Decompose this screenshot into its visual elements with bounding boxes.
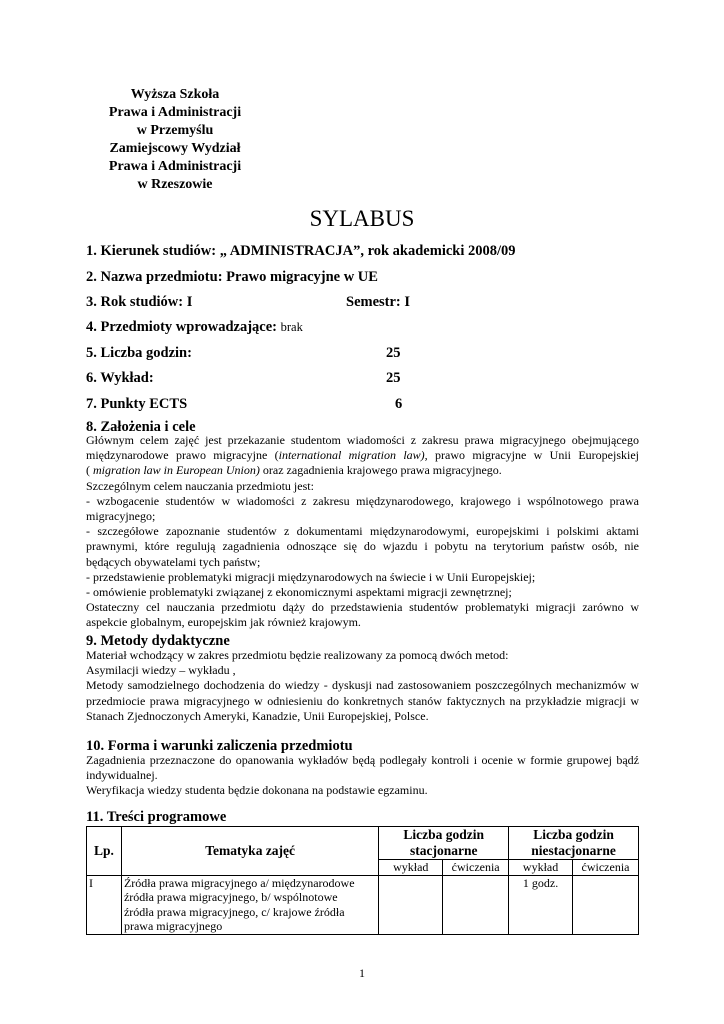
school-line: Prawa i Administracji	[108, 159, 242, 174]
field-nazwa-przedmiotu: 2. Nazwa przedmiotu: Prawo migracyjne w UE	[86, 269, 378, 285]
text-run-italic: migration law in European Union)	[93, 463, 260, 478]
cell-niestac-wyklad: 1 godz.	[509, 875, 573, 934]
field-rok-studiow: 3. Rok studiów: I	[86, 294, 193, 310]
paragraph-line: Asymilacji wiedzy – wykładu ,	[86, 663, 236, 678]
school-line: w Rzeszowie	[137, 177, 213, 192]
header-lp: Lp.	[87, 827, 122, 876]
paragraph-line: - wzbogacenie studentów w wiadomości z zakresu międzynarodowego, krajowego i wspólnotowego prawa	[86, 493, 639, 508]
paragraph-line: - przedstawienie problematyki migracji międzynarodowych na świecie i w Unii Europejskiej;	[86, 569, 536, 584]
field-wyklad-value: 25	[386, 370, 401, 386]
cell-tematyka	[121, 875, 378, 934]
paragraph-line: przedmiocie prawa migracyjnego w odniesieniu do konkretnych stanów faktycznych na przykładzie migracji w	[86, 693, 639, 708]
section-10-body	[86, 753, 639, 799]
paragraph-line: Ostateczny cel nauczania przedmiotu dąży do przedstawienia studentów problematyki migracji zarówno w	[86, 600, 639, 615]
cell-stac-wyklad	[379, 875, 443, 934]
table-row	[87, 875, 639, 934]
school-line: w Przemyślu	[136, 123, 214, 138]
field-semestr: Semestr: I	[346, 294, 411, 310]
paragraph-line: Stanach Zjednoczonych Ameryki, Kanadzie, Unii Europejskiej, Polsce.	[86, 708, 429, 723]
school-line: Prawa i Administracji	[108, 105, 242, 120]
school-line: Zamiejscowy Wydział	[109, 141, 241, 156]
field-kierunek: 1. Kierunek studiów: „ ADMINISTRACJA”, rok akademicki 2008/09	[86, 243, 516, 259]
header-line: Liczba godzin	[403, 827, 485, 842]
field-wyklad-label: 6. Wykład:	[86, 370, 154, 386]
field-liczba-godzin-label: 5. Liczba godzin:	[86, 345, 192, 361]
field-label: 4. Przedmioty wprowadzające:	[86, 319, 277, 335]
header-line: stacjonarne	[409, 843, 478, 858]
cell-line: źródła prawa migracyjnego, b/ wspólnotowe	[123, 890, 338, 904]
text-run: oraz zagadnienia krajowego prawa migracyjnego.	[259, 463, 502, 478]
document-title: SYLABUS	[309, 206, 415, 231]
school-name-block	[90, 86, 260, 194]
section-8-body	[86, 433, 639, 631]
paragraph-line: prawnymi, które regulują zagadnienia odnoszące się do wjazdu i pobytu na terytorium państw osób, nie	[86, 539, 639, 554]
field-przedmioty-wprowadzajace	[86, 318, 303, 336]
field-ects-label: 7. Punkty ECTS	[86, 396, 188, 412]
subheader-wyklad: wykład	[379, 860, 443, 876]
paragraph-line: aspekcie globalnym, europejskim jak również krajowym.	[86, 615, 361, 630]
paragraph-line: Metody samodzielnego dochodzenia do wiedzy - dyskusji nad zastosowaniem poszczególnych mechanizmów w	[86, 678, 639, 693]
cell-line: Źródła prawa migracyjnego a/ międzynarodowe	[123, 875, 355, 890]
header-tematyka: Tematyka zajęć	[121, 827, 378, 876]
cell-line: prawa migracyjnego	[123, 919, 223, 933]
field-liczba-godzin-value: 25	[386, 345, 401, 361]
field-ects-value: 6	[395, 396, 403, 412]
field-value: brak	[280, 320, 303, 334]
cell-line: źródła prawa migracyjnego, c/ krajowe źródła	[123, 904, 345, 919]
header-line: niestacjonarne	[531, 843, 616, 858]
paragraph-line: indywidualnej.	[86, 768, 158, 783]
program-table	[86, 826, 639, 935]
paragraph-line	[86, 448, 639, 463]
paragraph-line: - omówienie problematyki związanej z ekonomicznymi aspektami migracji zewnętrznej;	[86, 585, 512, 600]
text-run: (	[86, 463, 93, 478]
table-header-row	[87, 827, 639, 860]
header-niestacjonarne	[509, 827, 639, 860]
section-9-body	[86, 648, 639, 724]
cell-niestac-cwiczenia	[573, 875, 639, 934]
subheader-cwiczenia: ćwiczenia	[443, 860, 509, 876]
header-line: Liczba godzin	[533, 827, 614, 842]
subheader-wyklad: wykład	[509, 860, 573, 876]
section-8-heading: 8. Założenia i cele	[86, 419, 196, 435]
text-run-italic: international migration law),	[278, 448, 428, 463]
subheader-cwiczenia: ćwiczenia	[573, 860, 639, 876]
text-run: międzynarodowe prawo migracyjne (	[86, 448, 279, 463]
paragraph-line: Weryfikacja wiedzy studenta będzie dokonana na podstawie egzaminu.	[86, 783, 428, 798]
page-number: 1	[359, 966, 365, 980]
text-run: prawo migracyjne w Unii Europejskiej	[427, 448, 639, 463]
header-stacjonarne	[379, 827, 509, 860]
cell-stac-cwiczenia	[443, 875, 509, 934]
school-line: Wyższa Szkoła	[130, 87, 220, 102]
paragraph-line: będących obywatelami tych państw;	[86, 554, 261, 569]
paragraph-line: - szczegółowe zapoznanie studentów z dokumentami międzynarodowymi, europejskimi i polskimi aktami	[86, 524, 639, 539]
section-11-heading: 11. Treści programowe	[86, 809, 227, 825]
paragraph-line	[86, 463, 639, 478]
paragraph-line: Materiał wchodzący w zakres przedmiotu będzie realizowany za pomocą dwóch metod:	[86, 648, 509, 662]
section-9-heading: 9. Metody dydaktyczne	[86, 633, 230, 649]
paragraph-line: Zagadnienia przeznaczone do opanowania wykładów będą podlegały kontroli i ocenie w formie grupowej bądź	[86, 753, 639, 767]
paragraph-line: Głównym celem zajęć jest przekazanie studentom wiadomości z zakresu prawa migracyjnego obejmującego	[86, 433, 639, 447]
cell-lp: I	[87, 875, 122, 934]
section-10-heading: 10. Forma i warunki zaliczenia przedmiotu	[86, 738, 353, 754]
paragraph-line: Szczególnym celem nauczania przedmiotu jest:	[86, 478, 314, 493]
paragraph-line: migracyjnego;	[86, 509, 156, 524]
